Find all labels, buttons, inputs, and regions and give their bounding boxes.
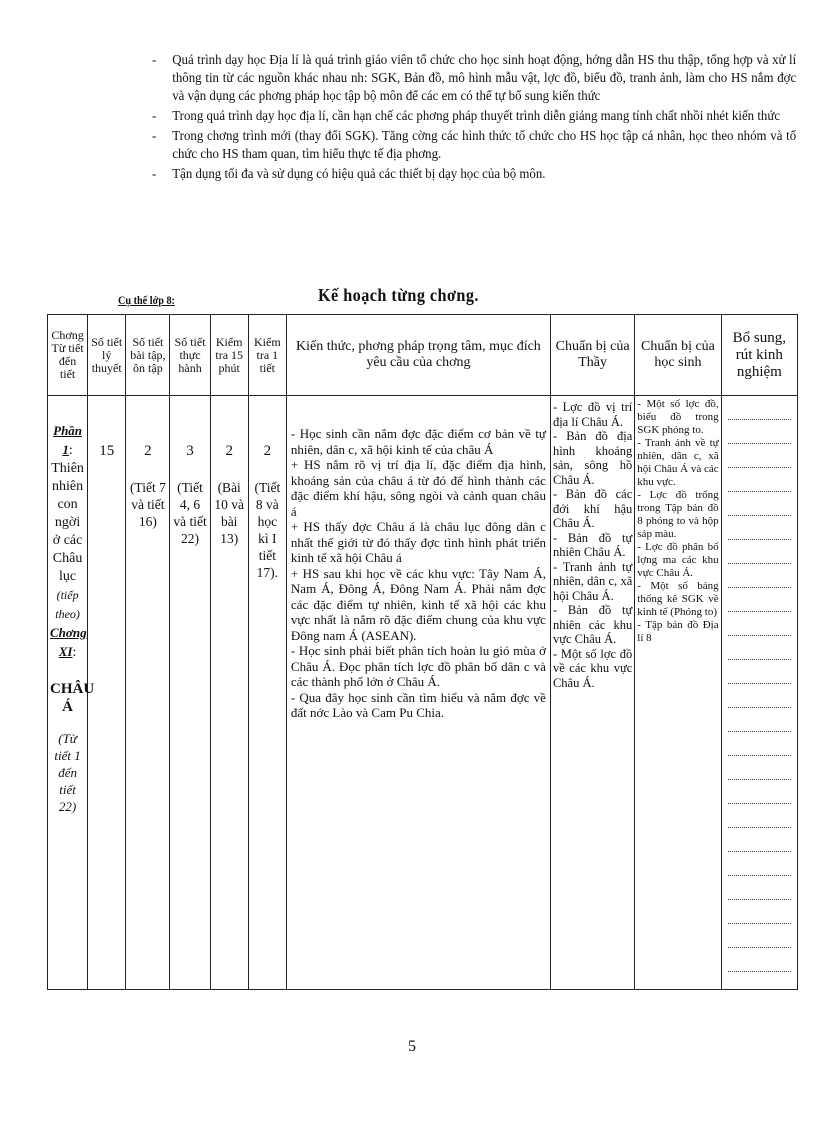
chapter-plan-table [47,314,798,990]
dotted-line [728,924,791,948]
teacher-item: - Bản đồ tự nhiên các khu vực Châu Á. [552,603,633,646]
intro-bullet: - Tận dụng tối đa và sử dụng có hiệu quả các thiết bị dạy học của bộ môn. [152,167,546,182]
header-review: Số tiết bài tập, ôn tập [126,315,170,396]
header-theory: Số tiết lý thuyết [88,315,126,396]
teacher-item: - Lợc đồ vị trí địa lí Châu Á. [552,400,633,429]
header-student: Chuẩn bị của học sinh [635,315,721,396]
table-header-row [48,315,798,396]
knowledge-item: - Học sinh phải biết phân tích hoàn lu gió mùa ở Châu Á. Đọc phân tích lợc đồ phân bố dân c và các thành phố lớn ở Châu Á. [290,643,546,689]
cell-practice: 3 (Tiết 4, 6 và tiết 22) [170,396,210,990]
dotted-line [728,900,791,924]
dotted-line [728,828,791,852]
dotted-line [728,468,791,492]
knowledge-item: + HS nắm rõ vị trí địa lí, đặc điểm địa hình, khoáng sản của châu á từ đó để hình thành các đặc điểm khí hậu, sông ngòi và cảnh quan châu á [290,457,546,519]
grade-subtitle: Cụ thể lớp 8: [118,293,175,307]
knowledge-item: + HS thấy đợc Châu á là châu lục đông dân c nhất thế giới từ đó thấy đợc tình hình phát triển kinh tế xã hội Châu á [290,519,546,565]
dotted-line [728,492,791,516]
dotted-line [728,804,791,828]
dotted-line [728,708,791,732]
header-teacher: Chuẩn bị của Thầy [550,315,634,396]
section-name: Thiên nhiên con ngời ở các Châu lục [51,461,84,584]
dotted-line [728,780,791,804]
dotted-line [728,420,791,444]
header-extra: Bổ sung, rút kinh nghiệm [721,315,797,396]
dotted-line [728,732,791,756]
dotted-line [728,540,791,564]
dotted-line [728,636,791,660]
student-item: - Lợc đồ trống trong Tập bản đồ 8 phóng to và hộp sáp màu. [637,489,719,540]
cell-extra [721,396,797,990]
intro-bullet-list [152,52,797,186]
teacher-item: - Bản đồ tự nhiên Châu Á. [552,530,633,559]
knowledge-item: - Qua đây học sinh cần tìm hiểu và nắm đợc về đất nớc Lào và Cam Pu Chia. [290,689,546,720]
dotted-line [728,852,791,876]
header-test1: Kiểm tra 1 tiết [248,315,286,396]
intro-bullet: - Trong chơng trình mới (thay đổi SGK). Tăng cờng các hình thức tổ chức cho HS học tập cá nhân, học theo nhóm và tổ chức cho HS tham quan, tìm hiểu thực tế địa phơng. [152,129,797,162]
plan-title: Kế hoạch từng chơng. [318,285,479,305]
student-item: - Tranh ảnh về tự nhiên, dân c, xã hội Châu Á và các khu vực. [637,437,719,488]
teacher-item: - Tranh ảnh tự nhiên, dân c, xã hội Châu Á. [552,559,633,603]
student-item: - Tập bản đồ Địa lí 8 [637,619,719,644]
chapter-name: CHÂU Á [50,681,95,715]
lesson-range: (Từ tiết 1 đến tiết 22) [54,731,81,814]
table-row [48,396,798,990]
cell-test1: 2 (Tiết 8 và học kì I tiết 17). [248,396,286,990]
header-practice: Số tiết thực hành [170,315,210,396]
cell-knowledge [286,396,550,990]
dotted-line [728,756,791,780]
knowledge-item: - Học sinh cần nắm đợc đặc điểm cơ bản về tự nhiên, dân c, xã hội kinh tế của châu Á [290,426,546,457]
dotted-line [728,444,791,468]
dotted-line [728,876,791,900]
chapter-label: Chơng XI: [50,625,87,660]
student-item: - Lợc đồ phân bố lợng ma các khu vực Châu Á. [637,541,719,579]
cell-test15: 2 (Bài 10 và bài 13) [210,396,248,990]
header-test15: Kiểm tra 15 phút [210,315,248,396]
header-chapter: Chơng Từ tiết đến tiết [48,315,88,396]
dotted-line [728,516,791,540]
intro-bullet: - Quá trình dạy học Địa lí là quá trình giáo viên tổ chức cho học sinh hoạt động, hớng dẫn HS thu thập, tổng hợp và xử lí thông tin từ các nguồn khác nhau nh: SGK, Bản đồ, mô hình mẫu vật, lợc đồ, biểu đồ, tranh ảnh, làm cho HS nắm đợc và vận dụng các phơng pháp học tập bộ môn để các em có thể tự bổ sung kiến thức [152,53,797,104]
cell-theory: 15 [88,396,126,990]
teacher-item: - Bản đồ các đới khí hậu Châu Á. [552,487,633,530]
cell-teacher [550,396,634,990]
cell-student [635,396,721,990]
continued-note: (tiếp theo) [55,588,80,621]
dotted-line [728,948,791,972]
intro-bullet: - Trong quá trình dạy học địa lí, cần hạn chế các phơng pháp thuyết trình diễn giảng mang tính chất nhồi nhét kiến thức [152,109,781,124]
dotted-line [728,612,791,636]
teacher-item: - Một số lợc đồ về các khu vực Châu Á. [552,646,633,690]
knowledge-item: + HS sau khi học về các khu vực: Tây Nam Á, Nam Á, Đông Á, Đông Nam Á. Phải nắm đợc các đặc điểm tự nhiên, kinh tế xã hội các khu vực nhất là nắm rõ đặc điểm chung của khu vực Đông nam Á (ASEAN). [290,565,546,643]
page-number: 5 [408,1038,416,1055]
teacher-item: - Bản đồ địa hình khoáng sản, sông hồ Châu Á. [552,429,633,487]
dotted-line [728,588,791,612]
dotted-line [728,564,791,588]
cell-chapter [48,396,95,990]
cell-review: 2 (Tiết 7 và tiết 16) [126,396,170,990]
dotted-line [728,396,791,420]
student-item: - Một số lợc đồ, biểu đồ trong SGK phóng to. [637,398,719,436]
dotted-line [728,660,791,684]
section-label: Phần 1: [53,423,83,458]
header-knowledge: Kiến thức, phơng pháp trọng tâm, mục đích yêu cầu của chơng [286,315,550,396]
dotted-line [728,684,791,708]
student-item: - Một số bảng thống kê SGK về kinh tế (Phóng to) [637,580,719,618]
